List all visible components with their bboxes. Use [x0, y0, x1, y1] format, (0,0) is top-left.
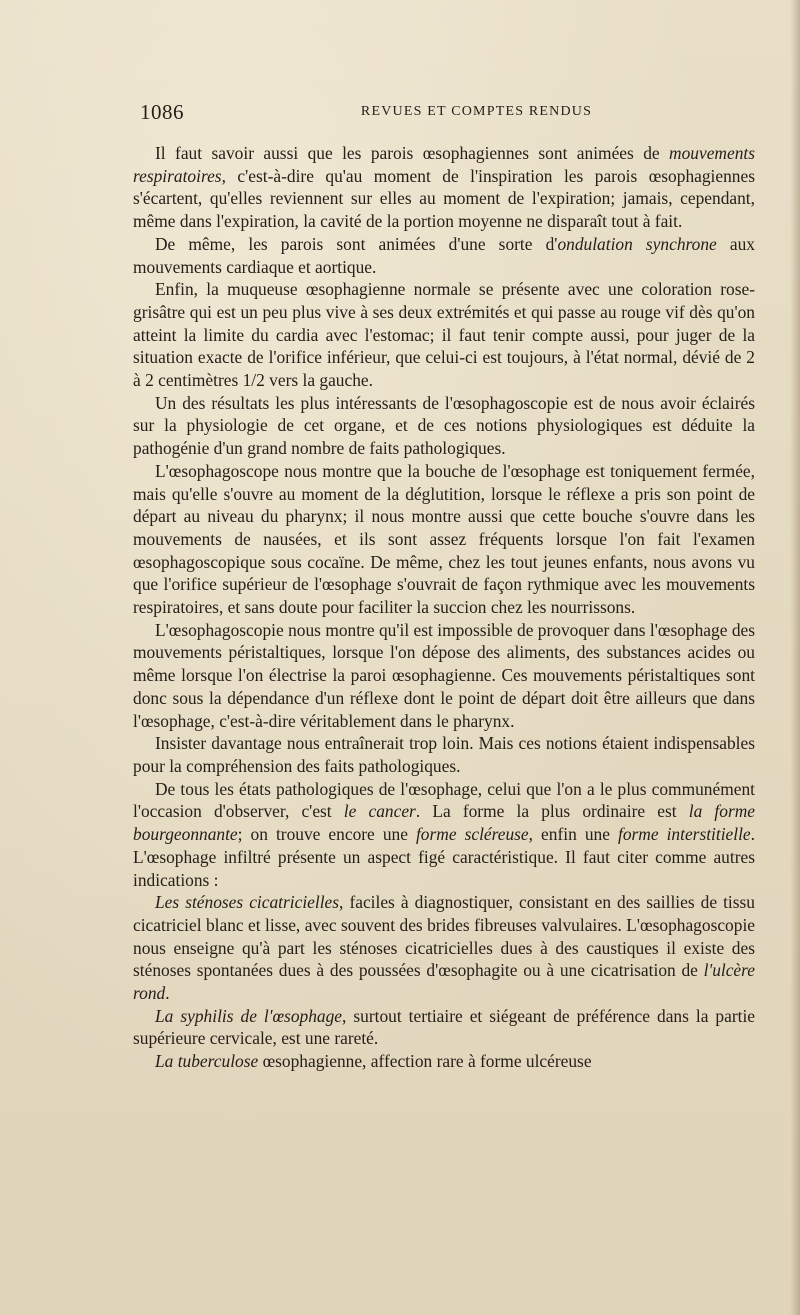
running-title: REVUES ET COMPTES RENDUS [360, 104, 593, 119]
italic-term: mouvements respiratoires [133, 143, 755, 186]
italic-term: Les sténoses cicatricielles [155, 892, 340, 913]
paragraph: Enfin, la muqueuse œsophagienne normale se présente avec une coloration rose-grisâtre qui est un peu plus vive à ses deux extrémités et qui passe au rouge vif dès qu'on atteint la limite du cardia avec l'estomac; il faut tenir compte aussi, pour juger de la situation exacte de l'orifice inférieur, que celui-ci est toujours, à l'état normal, dévié de 2 à 2 centimètres 1/2 vers la gauche. [133, 279, 755, 391]
italic-term: le cancer [343, 801, 416, 822]
italic-term: la forme bourgeonnante [133, 801, 756, 845]
italic-term: La tuberculose [155, 1051, 259, 1072]
paragraph: Il faut savoir aussi que les parois œsophagiennes sont animées de mouvements respiratoires, c'est-à-dire qu'au moment de l'inspiration les parois œsophagiennes s'écartent, qu'elles reviennent sur elles au moment de l'expiration; jamais, cependant, même dans l'expiration, la cavité de la portion moyenne ne disparaît tout à fait. [133, 143, 755, 232]
paragraph: Un des résultats les plus intéressants de l'œsophagoscopie est de nous avoir éclairés sur la physiologie de cet organe, et de ces notions physiologiques est déduite la pathogénie d'un grand nombre de faits pathologiques. [133, 392, 755, 459]
paragraph: De tous les états pathologiques de l'œsophage, celui que l'on a le plus communément l'occasion d'observer, c'est le cancer. La forme la plus ordinaire est la forme bourgeonnante; on trouve encore une forme scléreuse, enfin une forme interstitielle. L'œsophage infiltré présente un aspect figé caractéristique. Il faut citer comme autres indications : [133, 778, 756, 890]
paragraph: De même, les parois sont animées d'une sorte d'ondulation synchrone aux mouvements cardiaque et aortique. [133, 233, 755, 277]
italic-term: ondulation synchrone [557, 233, 717, 254]
paragraph: L'œsophagoscopie nous montre qu'il est impossible de provoquer dans l'œsophage des mouvements péristaltiques, lorsque l'on dépose des aliments, des substances acides ou même lorsque l'on électrise la paroi œsophagienne. Ces mouvements péristaltiques sont donc sous la dépendance d'un réflexe dont le point de départ doit être ailleurs que dans l'œsophage, c'est-à-dire véritablement dans le pharynx. [133, 619, 755, 731]
italic-term: forme interstitielle [617, 824, 751, 845]
italic-term: La syphilis de l'œsophage [155, 1005, 343, 1026]
page-number: 1086 [140, 100, 184, 124]
body-text [133, 142, 755, 1073]
italic-term: l'ulcère rond [133, 960, 755, 1004]
paragraph: Insister davantage nous entraînerait trop loin. Mais ces notions étaient indispensables pour la compréhension des faits pathologiques. [133, 733, 755, 776]
italic-term: forme scléreuse [415, 824, 529, 845]
running-head [140, 100, 755, 128]
page-gutter-shadow [790, 0, 800, 1315]
paragraph: La tuberculose œsophagienne, affection rare à forme ulcéreuse [155, 1051, 592, 1072]
paragraph: La syphilis de l'œsophage, surtout tertiaire et siégeant de préférence dans la partie supérieure cervicale, est une rareté. [133, 1005, 755, 1049]
paragraph: L'œsophagoscope nous montre que la bouche de l'œsophage est toniquement fermée, mais qu'elle s'ouvre au moment de la déglutition, lorsque le réflexe a pris son point de départ au niveau du pharynx; il nous montre aussi que cette bouche s'ouvre dans les mouvements de nausées, et ils sont assez fréquents lorsque l'on fait l'examen œsophagoscopique sous cocaïne. De même, chez les tout jeunes enfants, nous avons vu que l'orifice supérieur de l'œsophage s'ouvrait de façon rythmique avec les mouvements respiratoires, et sans doute pour faciliter la succion chez les nourrissons. [133, 460, 755, 618]
paragraph: Les sténoses cicatricielles, faciles à diagnostiquer, consistant en des saillies de tissu cicatriciel blanc et lisse, avec souvent des brides fibreuses valvulaires. L'œsophagoscopie nous enseigne qu'à part les sténoses cicatricielles dues à des caustiques il existe des sténoses spontanées dues à des poussées d'œsophagite ou à une cicatrisation de l'ulcère rond. [133, 892, 755, 1004]
